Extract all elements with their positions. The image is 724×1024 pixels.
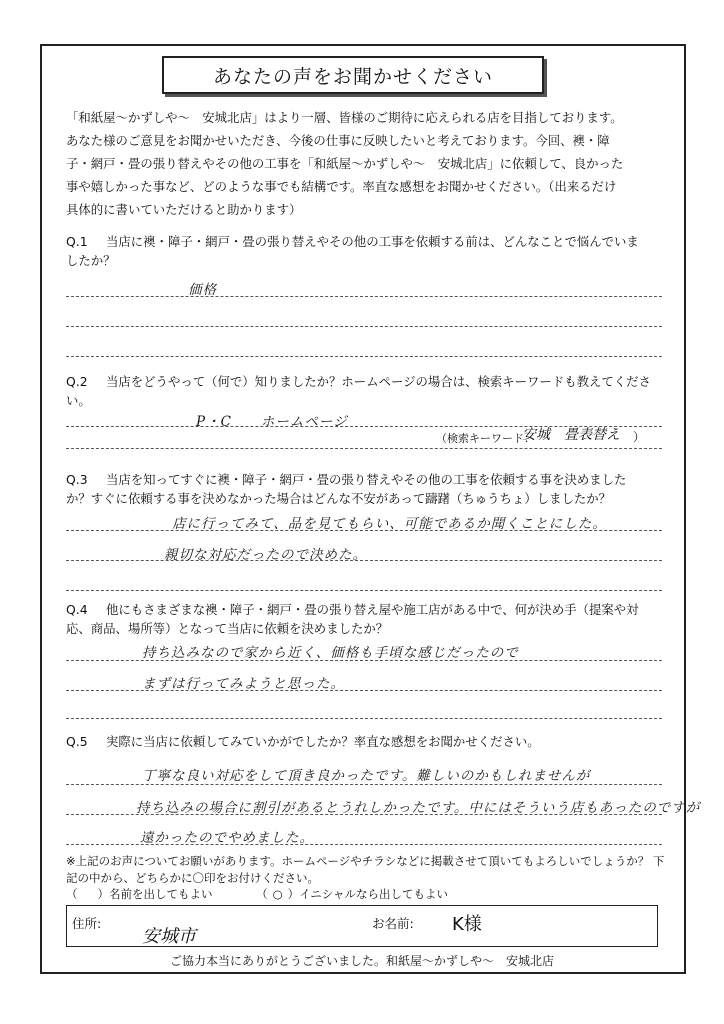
question-text: 当店を知ってすぐに襖・障子・網戸・畳の張り替えやその他の工事を依頼する事を決めました か？すぐに依頼する事を決めなかった場合はどんな不安があって躊躇（ちゅうちょ）しましたか？ <box>66 472 627 506</box>
address-label: 住所: <box>72 916 102 931</box>
option-full-name[interactable] <box>66 886 213 902</box>
question-text: 当店に襖・障子・網戸・畳の張り替えやその他の工事を依頼する前は、どんなことで悩んでいま したか？ <box>66 234 639 268</box>
answer-line <box>66 590 662 591</box>
question-text: 当店をどうやって（何で）知りましたか？ホームページの場合は、検索キーワードも教えてくださ い。 <box>66 374 651 408</box>
answer-text: 店に行ってみて、品を見てもらい、可能であるか聞くことにした。 <box>172 516 607 532</box>
answer-line <box>66 784 662 785</box>
answer-text: 価格 <box>188 282 217 298</box>
name-value: K様 <box>452 914 482 935</box>
option-label: ）名前を出してもよい <box>97 887 213 901</box>
publication-options <box>66 886 488 902</box>
answer-line <box>66 660 662 661</box>
question-4 <box>66 600 662 638</box>
address-value: 安城市 <box>142 926 196 947</box>
question-text: 実際に当店に依頼してみていかがでしたか？率直な感想をお聞かせください。 <box>106 734 540 749</box>
thanks-footer: ご協力本当にありがとうございました。和紙屋～かずしや～ 安城北店 <box>169 954 554 968</box>
search-keyword-value: 安城 畳表替え <box>522 427 620 443</box>
option-open-paren: （ <box>256 887 268 901</box>
question-number: Q.5 <box>66 734 88 749</box>
answer-line <box>66 326 662 327</box>
search-keyword-close: ） <box>633 430 646 444</box>
answer-text: 丁寧な良い対応をして頂き良かったです。難しいのかもしれませんが <box>142 768 591 784</box>
answer-line <box>66 718 662 719</box>
answer-text: まずは行ってみようと思った。 <box>142 676 345 692</box>
answer-line <box>66 844 662 845</box>
answer-text: 遠かったのでやめました。 <box>140 830 314 846</box>
question-3 <box>66 470 662 508</box>
question-number: Q.2 <box>66 374 88 389</box>
answer-line <box>66 814 662 815</box>
question-number: Q.1 <box>66 234 88 249</box>
question-number: Q.3 <box>66 472 88 487</box>
answer-line <box>66 296 662 297</box>
option-mark: ○ <box>272 887 283 901</box>
option-open-paren: （ <box>66 887 78 901</box>
answer-text: 持ち込みなので家から近く、価格も手頃な感じだったので <box>142 645 519 661</box>
question-1 <box>66 232 662 270</box>
answer-line <box>66 356 662 357</box>
option-label: ）イニシャルなら出してもよい <box>287 887 448 901</box>
answer-line <box>66 560 662 561</box>
search-keyword-label: （検索キーワード： <box>436 432 535 445</box>
question-number: Q.4 <box>66 602 88 617</box>
answer-text: 持ち込みの場合に割引があるとうれしかったです。中にはそういう店もあったのですが <box>136 800 701 816</box>
question-2 <box>66 372 662 410</box>
question-text: 他にもさまざまな襖・障子・網戸・畳の張り替え屋や施工店がある中で、何が決め手（提案や対 応、商品、場所等）となって当店に依頼を決めましたか？ <box>66 602 639 636</box>
intro-text: 「和紙屋～かずしや～ 安城北店」はより一層、皆様のご期待に応えられる店を目指しております。 あなた様のご意見をお聞かせいただき、今後の仕事に反映したいと考えております。今回、襖・障 子・網戸・畳の張り替えやその他の工事を「和紙屋～かずしや～ 安城北店」に依頼して、良かった 事や嬉しかった事など、どのような事でも結構です。率直な感想をお聞かせください。（出来るだけ 具体的に書いていただけると助かります） <box>66 110 624 217</box>
answer-text: P・C ホームページ <box>196 414 348 430</box>
answer-line <box>66 530 662 531</box>
publication-note: ※上記のお声についてお願いがあります。ホームページやチラシなどに掲載させて頂いてもよろしいでしょうか？ 下 記の中から、どちらかに〇印をお付けください。 <box>66 854 665 885</box>
answer-text: 親切な対応だったので決めた。 <box>164 547 367 563</box>
answer-line <box>66 690 662 691</box>
option-initials[interactable] <box>256 886 448 902</box>
question-5 <box>66 732 662 751</box>
name-label: お名前: <box>372 916 414 931</box>
page-title: あなたの声をお聞かせください <box>162 56 544 94</box>
answer-line <box>66 448 662 449</box>
